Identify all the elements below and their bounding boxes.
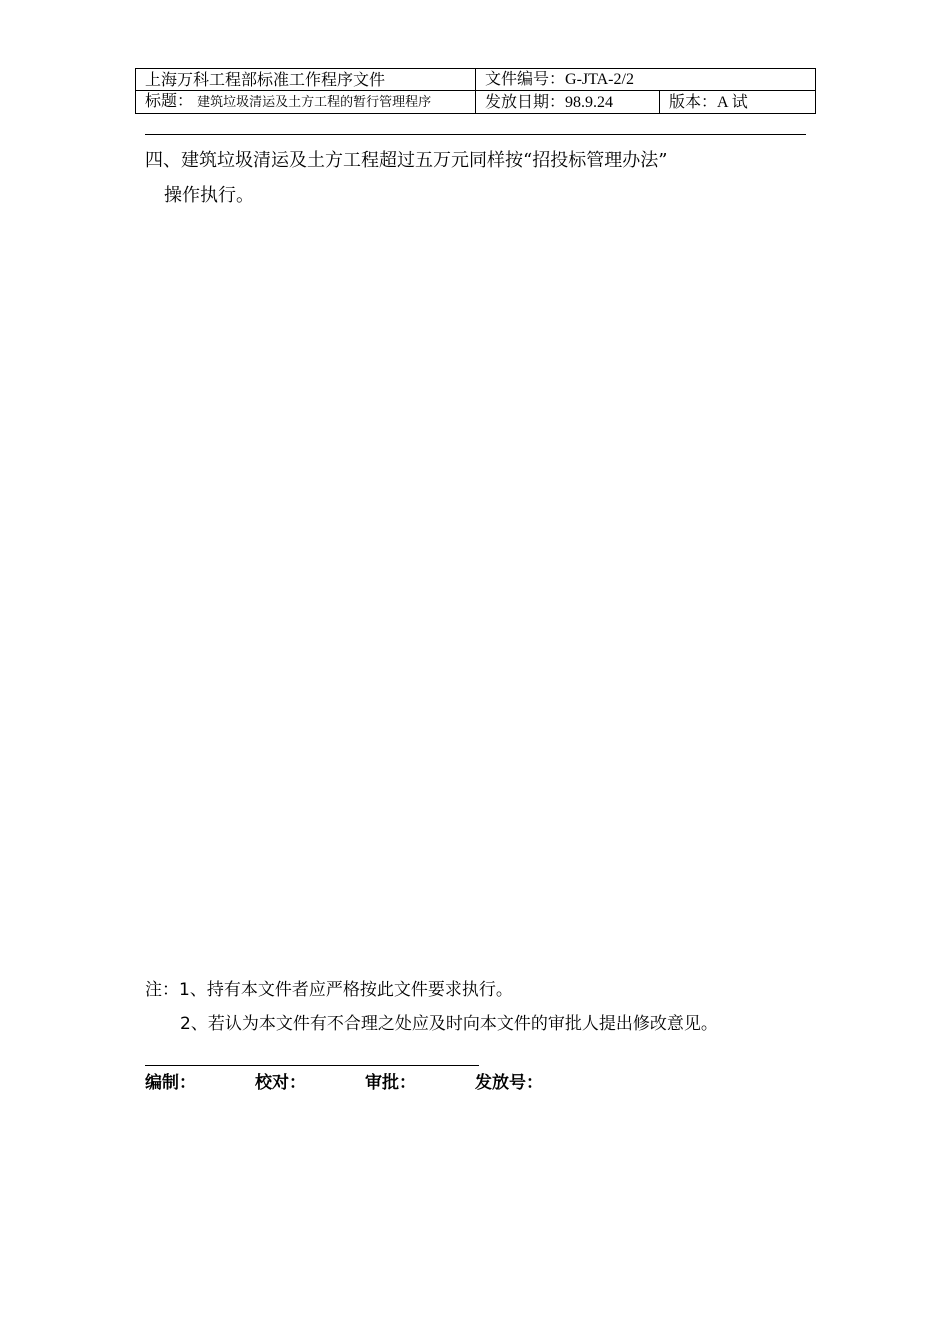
signoff-divider (145, 1065, 479, 1066)
checked-by-label: 校对： (255, 1073, 306, 1093)
issue-date-cell (476, 91, 660, 114)
issue-date-value: 98.9.24 (565, 93, 614, 111)
title-cell (136, 91, 476, 114)
issue-date-label: 发放日期： (485, 91, 566, 111)
header-divider (145, 134, 806, 135)
doc-number-label: 文件编号： (485, 69, 566, 88)
version-cell (660, 91, 816, 114)
document-header-table (135, 68, 816, 114)
header-row-1 (136, 69, 816, 91)
paragraph-line-2: 操作执行。 (164, 185, 254, 206)
doc-number-value: G-JTA-2/2 (565, 71, 634, 88)
paragraph-line-1: 四、建筑垃圾清运及土方工程超过五万元同样按“招投标管理办法” (145, 150, 668, 171)
title-label: 标题： (145, 91, 194, 110)
company-doc-title: 上海万科工程部标准工作程序文件 (136, 69, 476, 91)
header-row-2 (136, 91, 816, 114)
title-text: 建筑垃圾清运及土方工程的暂行管理程序 (193, 95, 432, 110)
approved-by-label: 审批： (365, 1073, 416, 1093)
note-1: 注：1、持有本文件者应严格按此文件要求执行。 (145, 980, 513, 1000)
note-2: 2、若认为本文件有不合理之处应及时向本文件的审批人提出修改意见。 (180, 1014, 718, 1034)
doc-number-cell (476, 69, 816, 91)
version-label: 版本： (669, 91, 718, 111)
version-value: A 试 (717, 93, 748, 111)
compiled-by-label: 编制： (145, 1073, 196, 1093)
issue-number-label: 发放号： (475, 1073, 543, 1093)
